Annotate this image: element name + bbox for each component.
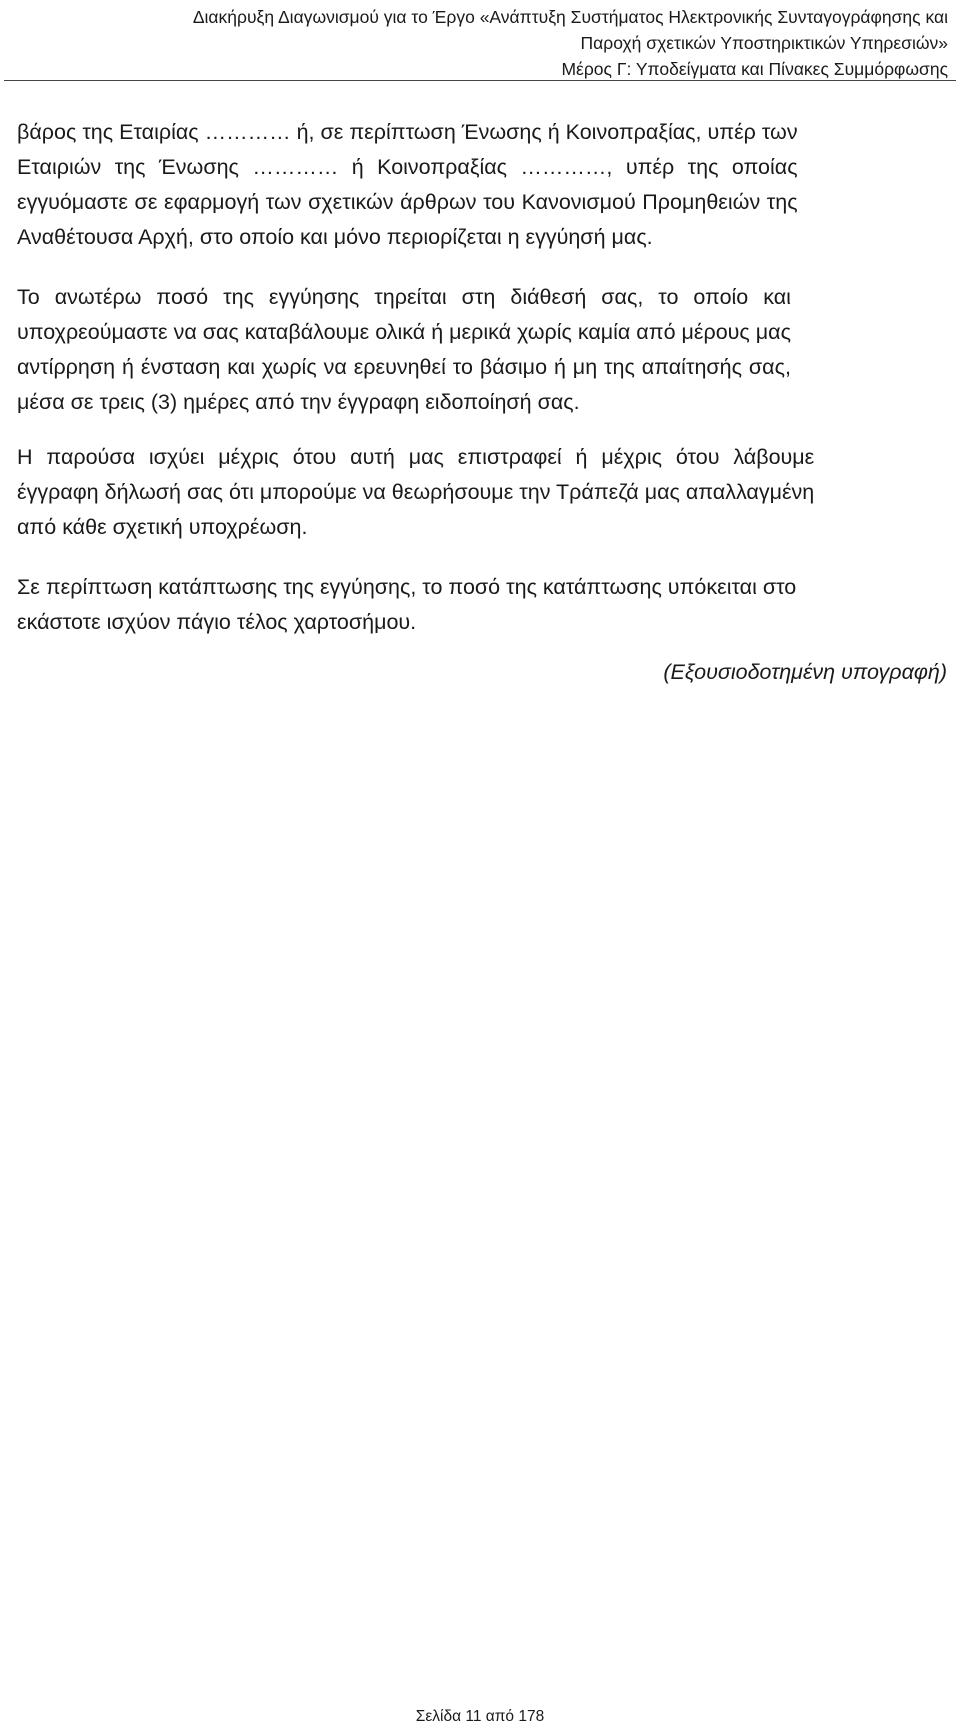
paragraph-line: μέσα σε τρεις (3) ημέρες από την έγγραφη ειδοποίησή σας. xyxy=(17,390,580,414)
paragraph-line: Εταιριών της Ένωσης ………… ή Κοινοπραξίας …………, υπέρ της οποίας xyxy=(17,155,798,179)
header-title-line-2: Παροχή σχετικών Υποστηρικτικών Υπηρεσιών» xyxy=(580,33,948,53)
paragraph-line: εκάστοτε ισχύον πάγιο τέλος χαρτοσήμου. xyxy=(17,610,417,634)
paragraph-line: Η παρούσα ισχύει μέχρις ότου αυτή μας επιστραφεί ή μέχρις ότου λάβουμε xyxy=(17,445,815,469)
paragraph-line: έγγραφη δήλωσή σας ότι μπορούμε να θεωρήσουμε την Τράπεζά μας απαλλαγμένη xyxy=(17,480,815,504)
page-number: Σελίδα 11 από 178 xyxy=(415,1708,545,1725)
paragraph-payment-terms xyxy=(17,280,791,420)
paragraph-line: βάρος της Εταιρίας ………… ή, σε περίπτωση Ένωσης ή Κοινοπραξίας, υπέρ των xyxy=(17,120,798,144)
paragraph-validity xyxy=(17,440,814,545)
header-divider xyxy=(4,80,956,81)
header-title-line-1: Διακήρυξη Διαγωνισμού για το Έργο «Ανάπτυξη Συστήματος Ηλεκτρονικής Συνταγογράφησης και xyxy=(192,7,948,27)
paragraph-line: από κάθε σχετική υποχρέωση. xyxy=(17,515,308,539)
paragraph-line: Αναθέτουσα Αρχή, στο οποίο και μόνο περιορίζεται η εγγύησή μας. xyxy=(17,225,653,249)
paragraph-guarantee-beneficiary xyxy=(17,115,798,255)
paragraph-stamp-duty xyxy=(17,570,796,640)
paragraph-line: υποχρεούμαστε να σας καταβάλουμε ολικά ή μερικά χωρίς καμία από μέρους μας xyxy=(17,320,791,344)
page-header xyxy=(0,0,960,82)
paragraph-line: εγγυόμαστε σε εφαρμογή των σχετικών άρθρων του Κανονισμού Προμηθειών της xyxy=(17,190,798,214)
paragraph-line: αντίρρηση ή ένσταση και χωρίς να ερευνηθεί το βάσιμο ή μη της απαίτησής σας, xyxy=(17,355,791,379)
header-section-title: Μέρος Γ: Υποδείγματα και Πίνακες Συμμόρφωσης xyxy=(561,59,948,79)
paragraph-line: Σε περίπτωση κατάπτωσης της εγγύησης, το ποσό της κατάπτωσης υπόκειται στο xyxy=(17,575,797,599)
authorized-signature-label: (Εξουσιοδοτημένη υπογραφή) xyxy=(663,660,947,684)
paragraph-line: Το ανωτέρω ποσό της εγγύησης τηρείται στη διάθεσή σας, το οποίο και xyxy=(17,285,791,309)
